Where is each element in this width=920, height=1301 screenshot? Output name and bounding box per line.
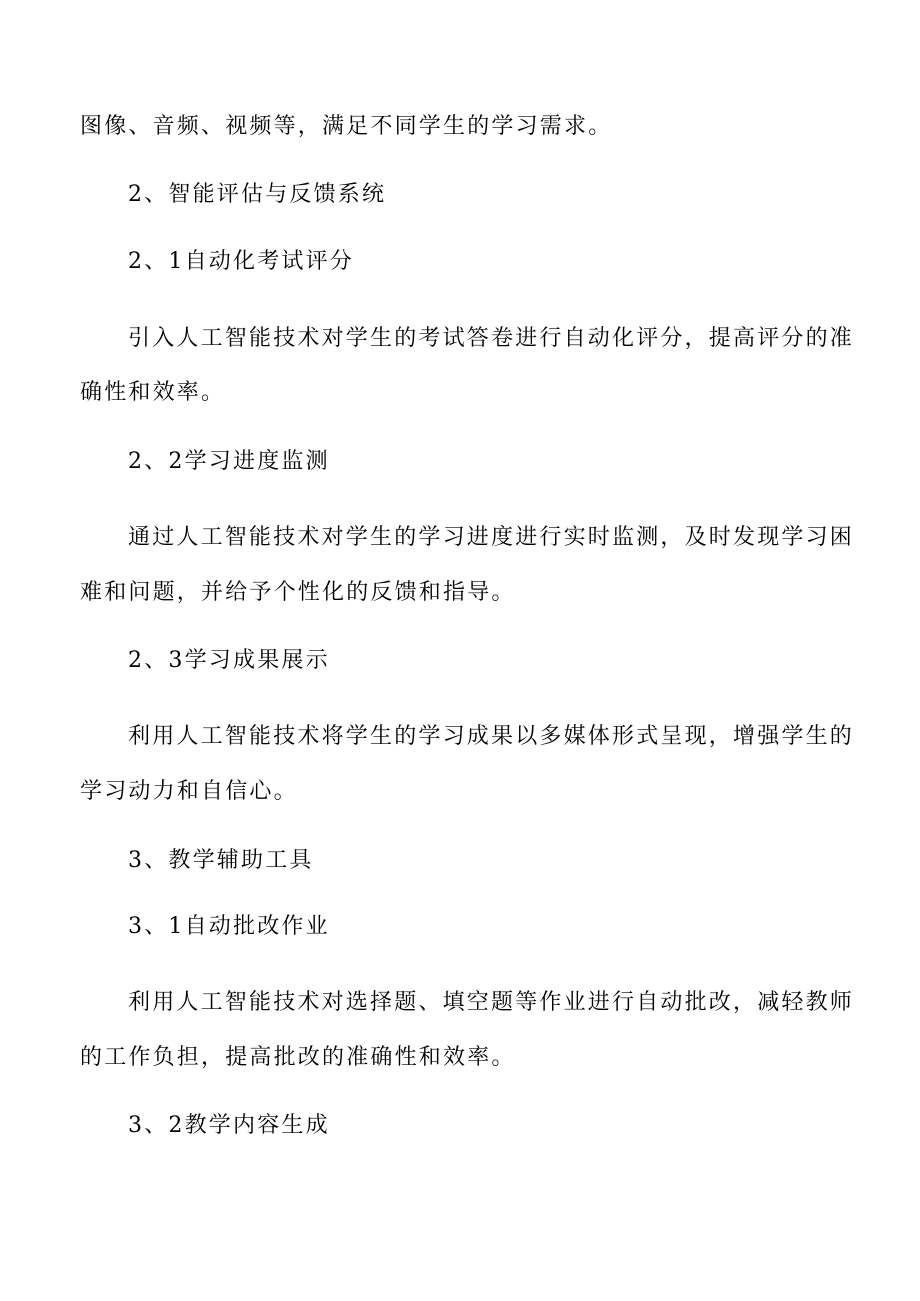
- paragraph-line: 引入人工智能技术对学生的考试答卷进行自动化评分，提高评分的准: [128, 326, 855, 351]
- subsection-heading: 2、2学习进度监测: [128, 449, 330, 474]
- subsection-heading: 2、3学习成果展示: [128, 648, 330, 673]
- subsection-heading: 3、2教学内容生成: [128, 1113, 330, 1138]
- paragraph-line: 的工作负担，提高批改的准确性和效率。: [80, 1045, 516, 1070]
- paragraph-line: 学习动力和自信心。: [80, 779, 298, 804]
- section-heading: 3、教学辅助工具: [128, 848, 314, 873]
- paragraph-line: 难和问题，并给予个性化的反馈和指导。: [80, 580, 516, 605]
- paragraph-line: 图像、音频、视频等，满足不同学生的学习需求。: [80, 114, 613, 139]
- paragraph-line: 通过人工智能技术对学生的学习进度进行实时监测，及时发现学习困: [128, 525, 855, 550]
- subsection-heading: 2、1自动化考试评分: [128, 249, 354, 274]
- subsection-heading: 3、1自动批改作业: [128, 914, 330, 939]
- paragraph-line: 利用人工智能技术将学生的学习成果以多媒体形式呈现，增强学生的: [128, 724, 855, 749]
- section-heading: 2、智能评估与反馈系统: [128, 182, 387, 207]
- paragraph-line: 确性和效率。: [80, 380, 226, 405]
- paragraph-line: 利用人工智能技术对选择题、填空题等作业进行自动批改，减轻教师: [128, 990, 855, 1015]
